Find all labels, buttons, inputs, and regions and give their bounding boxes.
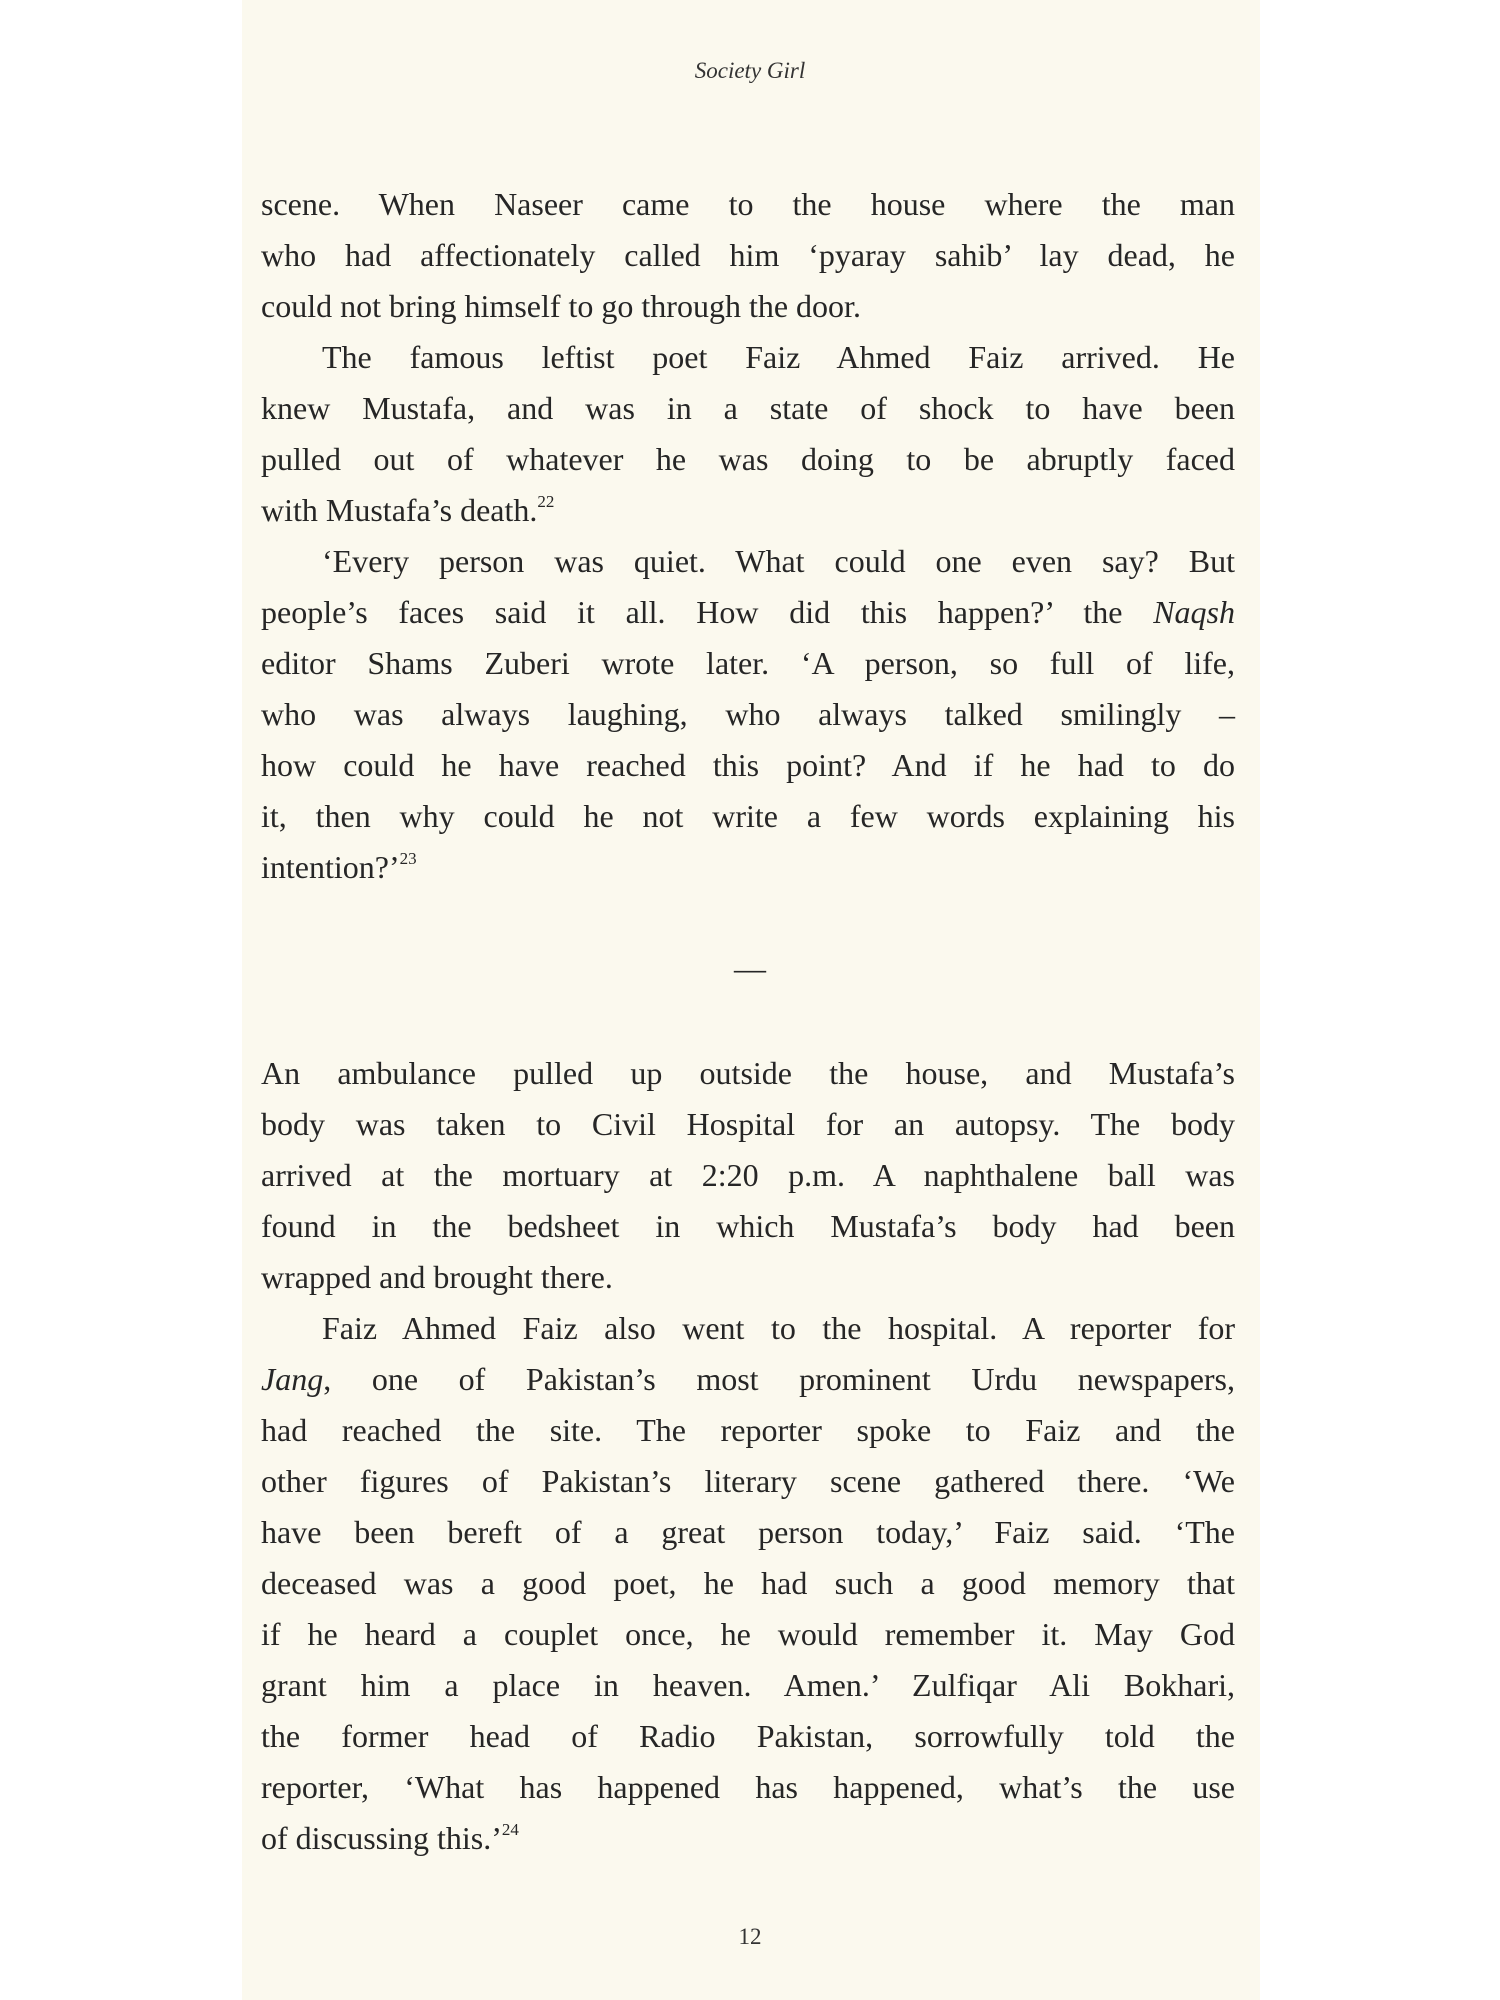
text-line (261, 1507, 1235, 1558)
footnote-marker: 23 (399, 849, 417, 868)
text-segment: who had affectionately called him ‘pyaray sahib’ lay dead, he (261, 237, 1235, 273)
text-line (261, 1762, 1235, 1813)
text-segment: grant him a place in heaven. Amen.’ Zulfiqar Ali Bokhari, (261, 1667, 1235, 1703)
section-separator: — (734, 950, 766, 986)
text-line (261, 1813, 1235, 1864)
text-line (261, 1303, 1235, 1354)
text-line (261, 1048, 1235, 1099)
text-line (261, 1099, 1235, 1150)
paragraph (261, 536, 1235, 893)
paragraph (261, 1048, 1235, 1303)
text-line (261, 383, 1235, 434)
text-segment: if he heard a couplet once, he would remember it. May God (261, 1616, 1235, 1652)
text-segment: reporter, ‘What has happened has happened, what’s the use (261, 1769, 1235, 1805)
text-line (261, 1354, 1235, 1405)
text-segment: people’s faces said it all. How did this happen?’ the (261, 594, 1154, 630)
text-segment: intention?’ (261, 849, 400, 885)
text-segment: of discussing this.’ (261, 1820, 502, 1856)
text-segment: found in the bedsheet in which Mustafa’s body had been (261, 1208, 1235, 1244)
text-segment: pulled out of whatever he was doing to be abruptly faced (261, 441, 1235, 477)
text-line (261, 1711, 1235, 1762)
text-segment: have been bereft of a great person today,’ Faiz said. ‘The (261, 1514, 1235, 1550)
text-segment: the former head of Radio Pakistan, sorrowfully told the (261, 1718, 1235, 1754)
text-line (261, 638, 1235, 689)
text-segment: scene. When Naseer came to the house where the man (261, 186, 1235, 222)
page-number: 12 (738, 1924, 762, 1949)
text-line (261, 842, 1235, 893)
paragraph (261, 179, 1235, 332)
text-line (261, 1456, 1235, 1507)
text-segment: body was taken to Civil Hospital for an autopsy. The body (261, 1106, 1235, 1142)
text-line (261, 689, 1235, 740)
text-line (261, 485, 1235, 536)
paragraph (261, 1303, 1235, 1864)
text-segment: The famous leftist poet Faiz Ahmed Faiz arrived. He (322, 339, 1235, 375)
text-segment: how could he have reached this point? And if he had to do (261, 747, 1235, 783)
text-line (261, 740, 1235, 791)
footnote-marker: 24 (501, 1820, 519, 1839)
text-segment: editor Shams Zuberi wrote later. ‘A person, so full of life, (261, 645, 1235, 681)
text-line (261, 1201, 1235, 1252)
text-line (261, 1660, 1235, 1711)
text-segment: knew Mustafa, and was in a state of shock to have been (261, 390, 1235, 426)
text-line (261, 1405, 1235, 1456)
text-line (261, 1558, 1235, 1609)
text-segment: arrived at the mortuary at 2:20 p.m. A naphthalene ball was (261, 1157, 1235, 1193)
text-line (261, 230, 1235, 281)
text-line (261, 791, 1235, 842)
text-segment: had reached the site. The reporter spoke to Faiz and the (261, 1412, 1235, 1448)
text-line (261, 434, 1235, 485)
text-segment: other figures of Pakistan’s literary scene gathered there. ‘We (261, 1463, 1235, 1499)
footnote-marker: 22 (537, 492, 555, 511)
text-line (261, 536, 1235, 587)
paragraph (261, 332, 1235, 536)
text-segment: ‘Every person was quiet. What could one even say? But (322, 543, 1235, 579)
text-segment: who was always laughing, who always talked smilingly – (261, 696, 1235, 732)
text-line (261, 332, 1235, 383)
text-line (261, 179, 1235, 230)
text-segment: An ambulance pulled up outside the house, and Mustafa’s (261, 1055, 1235, 1091)
italic-title: Naqsh (1153, 594, 1235, 630)
text-segment: it, then why could he not write a few words explaining his (261, 798, 1235, 834)
italic-title: Jang (261, 1361, 324, 1397)
text-line (261, 587, 1235, 638)
text-segment: with Mustafa’s death. (261, 492, 538, 528)
text-segment: wrapped and brought there. (261, 1259, 613, 1295)
text-segment: deceased was a good poet, he had such a good memory that (261, 1565, 1235, 1601)
text-segment: , one of Pakistan’s most prominent Urdu newspapers, (323, 1361, 1235, 1397)
text-segment: Faiz Ahmed Faiz also went to the hospital. A reporter for (322, 1310, 1235, 1346)
text-segment: could not bring himself to go through the door. (261, 288, 861, 324)
text-line (261, 1150, 1235, 1201)
text-line (261, 1609, 1235, 1660)
running-header: Society Girl (694, 58, 806, 83)
text-line (261, 1252, 1235, 1303)
text-line (261, 281, 1235, 332)
